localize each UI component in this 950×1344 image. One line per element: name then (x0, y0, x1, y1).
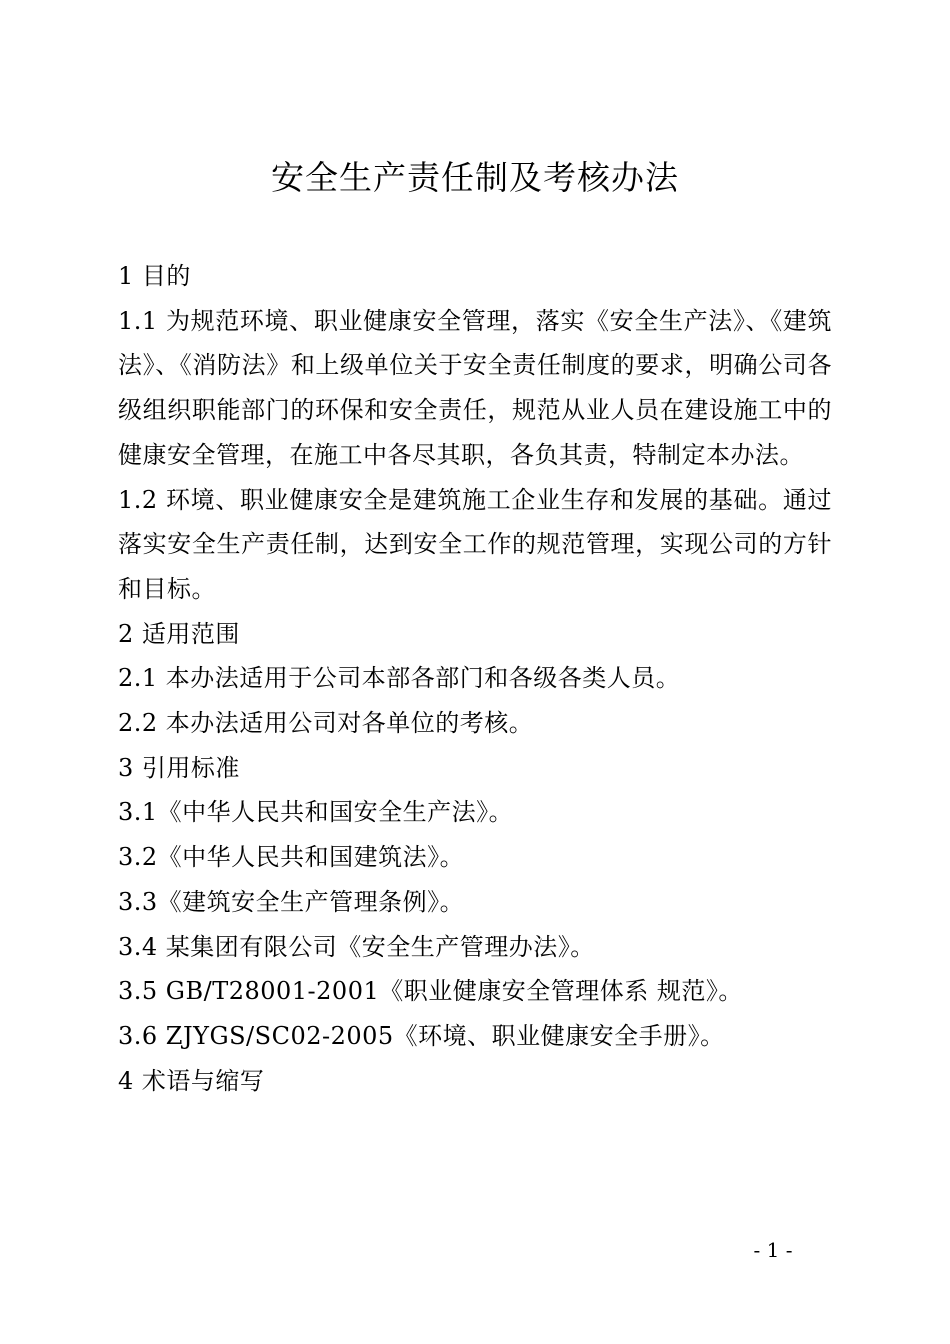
reference-3-6: 3.6 ZJYGS/SC02-2005《环境、职业健康安全手册》。 (118, 1021, 725, 1050)
paragraph-1-2: 1.2 环境、职业健康安全是建筑施工企业生存和发展的基础。通过落实安全生产责任制，达到安全工作的规范管理，实现公司的方针和目标。 (118, 485, 832, 603)
document-title: 安全生产责任制及考核办法 (271, 158, 679, 197)
reference-3-5: 3.5 GB/T28001-2001《职业健康安全管理体系 规范》。 (118, 977, 743, 1006)
paragraph-2-2: 2.2 本办法适用公司对各单位的考核。 (118, 709, 534, 738)
heading-4-terms: 4 术语与缩写 (118, 1066, 265, 1095)
reference-3-1: 3.1《中华人民共和国安全生产法》。 (118, 798, 514, 827)
document-body (118, 254, 832, 1103)
heading-1-purpose: 1 目的 (118, 262, 191, 290)
reference-3-4: 3.4 某集团有限公司《安全生产管理办法》。 (118, 932, 595, 961)
paragraph-2-1: 2.1 本办法适用于公司本部各部门和各级各类人员。 (118, 664, 681, 693)
heading-3-references: 3 引用标准 (118, 753, 240, 782)
paragraph-1-1: 1.1 为规范环境、职业健康安全管理，落实《安全生产法》、《建筑法》、《消防法》和上级单位关于安全责任制度的要求，明确公司各级组织职能部门的环保和安全责任，规范从业人员在建设施工中的健康安全管理，在施工中各尽其职，各负其责，特制定本办法。 (118, 306, 832, 469)
heading-2-scope: 2 适用范围 (118, 619, 240, 648)
page-number: - 1 - (753, 1238, 793, 1262)
reference-3-2: 3.2《中华人民共和国建筑法》。 (118, 843, 465, 872)
reference-3-3: 3.3《建筑安全生产管理条例》。 (118, 887, 465, 916)
